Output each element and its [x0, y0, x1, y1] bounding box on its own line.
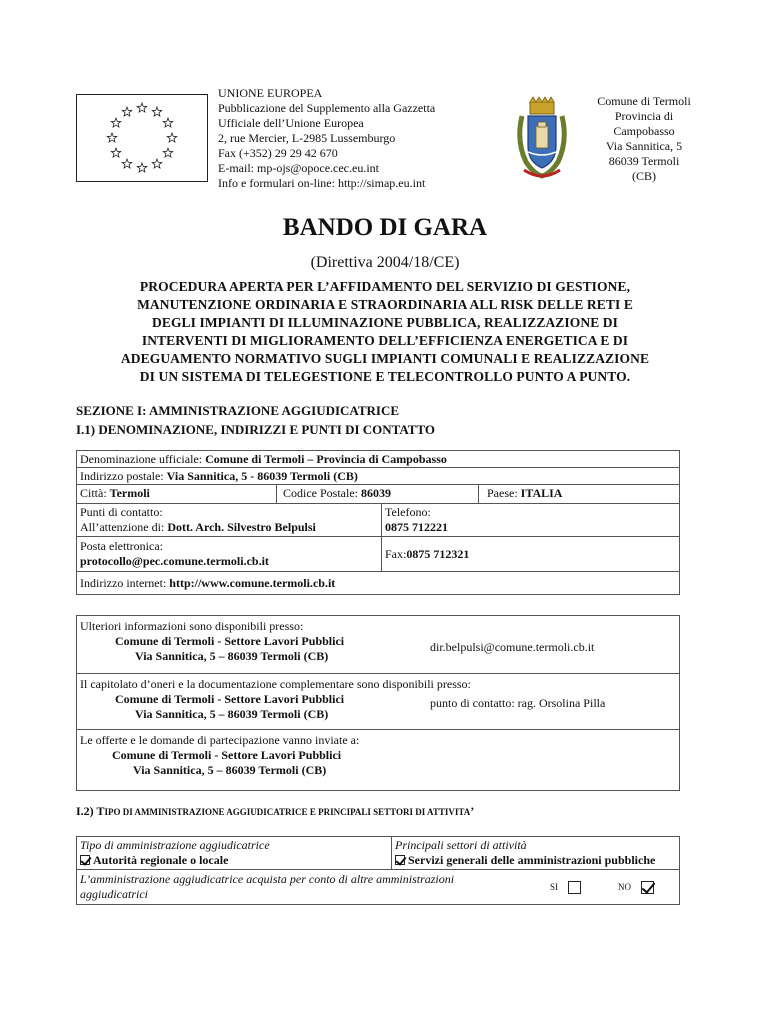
docs-location-cell [77, 674, 471, 729]
info-table [76, 615, 680, 791]
eu-line: E-mail: mp-ojs@opoce.cec.eu.int [218, 161, 379, 175]
contact-point-cell [77, 504, 381, 536]
section-2-title-a: IPO DI AMMINISTRAZIONE AGGIUDICATRICE [104, 807, 308, 817]
country-label: Paese: [487, 486, 521, 500]
eu-star-icon [122, 107, 132, 116]
activity-sector-value: Servizi generali delle amministrazioni pubbliche [408, 853, 656, 867]
yes-checkbox[interactable] [568, 881, 581, 894]
website-link[interactable]: http://www.comune.termoli.cb.it [169, 575, 336, 590]
eu-publication-block [218, 86, 435, 191]
table-row [77, 674, 679, 730]
comune-line: Provincia di [614, 109, 674, 123]
attention-label: All’attenzione di: [80, 520, 168, 534]
authority-type-cell [77, 837, 391, 869]
email-label: Posta elettronica: [80, 539, 163, 553]
address-cell [77, 468, 361, 484]
address-value: Via Sannitica, 5 - 86039 Termoli (CB) [166, 469, 358, 483]
procedure-line: MANUTENZIONE ORDINARIA E STRAORDINARIA ALL RISK DELLE RETI E [137, 297, 633, 312]
denomination-value: Comune di Termoli – Provincia di Campobasso [205, 452, 447, 466]
authority-type-table [76, 836, 680, 905]
acquisition-question: L’amministrazione aggiudicatrice acquista per conto di altre amministrazioni [80, 872, 455, 886]
acquisition-question-cell [77, 870, 517, 904]
city-value: Termoli [109, 486, 150, 500]
website-label: Indirizzo internet: [80, 575, 170, 590]
eu-stars-icon [77, 95, 207, 181]
no-checkbox[interactable] [641, 881, 654, 894]
eu-star-icon [163, 148, 173, 157]
eu-line: UNIONE EUROPEA [218, 86, 323, 100]
docs-office-address: Via Sannitica, 5 – 86039 Termoli (CB) [135, 707, 329, 721]
document-title: BANDO DI GARA [282, 214, 488, 241]
docs-contact: punto di contatto: rag. Orsolina Pilla [430, 696, 606, 710]
comune-address-block [582, 94, 706, 184]
info-email-cell [427, 616, 679, 673]
eu-star-icon [152, 159, 162, 168]
eu-star-icon [163, 118, 173, 127]
eu-star-icon [122, 159, 132, 168]
yes-label: SI [550, 881, 559, 892]
docs-label: Il capitolato d’oneri e la documentazione complementare sono disponibili presso: [80, 677, 471, 691]
eu-star-icon [111, 118, 121, 127]
comune-line: 86039 Termoli [608, 154, 680, 168]
checkbox-icon[interactable] [80, 855, 90, 865]
eu-star-icon [167, 133, 177, 142]
address-label: Indirizzo postale: [80, 469, 167, 483]
eu-line: Ufficiale dell’Unione Europea [218, 116, 364, 130]
activity-sector-cell [391, 837, 679, 869]
denomination-cell [77, 451, 450, 467]
no-label: NO [618, 881, 632, 892]
eu-star-icon [137, 103, 147, 112]
eu-star-icon [152, 107, 162, 116]
eu-star-icon [107, 133, 117, 142]
table-row [77, 837, 679, 870]
section-2-apostrophe: ’ [470, 804, 475, 818]
table-row [77, 504, 679, 537]
info-office-name: Comune di Termoli - Settore Lavori Pubblici [115, 634, 345, 648]
activity-sector-label: Principali settori di attività [395, 838, 527, 852]
table-row [77, 485, 679, 504]
offers-label: Le offerte e le domande di partecipazione vanno inviate a: [80, 733, 360, 747]
city-label: Città: [80, 486, 110, 500]
info-office-address: Via Sannitica, 5 – 86039 Termoli (CB) [135, 649, 329, 663]
info-label: Ulteriori informazioni sono disponibili presso: [80, 619, 304, 633]
document-subtitle: (Direttiva 2004/18/CE) [310, 254, 460, 271]
table-row [77, 616, 679, 674]
procedure-line: DEGLI IMPIANTI DI ILLUMINAZIONE PUBBLICA, REALIZZAZIONE DI [151, 315, 618, 330]
comune-line: Comune di Termoli [597, 94, 691, 108]
procedure-line: DI UN SISTEMA DI TELEGESTIONE E TELECONTROLLO PUNTO A PUNTO. [139, 369, 631, 384]
email-cell [77, 537, 381, 571]
table-row [77, 572, 679, 594]
fax-label: Fax: [385, 546, 407, 561]
comune-line: (CB) [632, 169, 656, 183]
table-row [77, 451, 679, 468]
authority-type-label: Tipo di amministrazione aggiudicatrice [80, 838, 270, 852]
section-1-2-title [76, 804, 474, 819]
attention-value: Dott. Arch. Silvestro Belpulsi [167, 520, 316, 534]
table-row [77, 870, 679, 904]
comune-line: Via Sannitica, 5 [605, 139, 683, 153]
eu-flag [76, 94, 208, 182]
offers-office-name: Comune di Termoli - Settore Lavori Pubblici [112, 748, 342, 762]
procedure-line: INTERVENTI DI MIGLIORAMENTO DELL’EFFICIENZA ENERGETICA E DI [141, 333, 629, 348]
country-cell [478, 485, 679, 503]
city-cell [77, 485, 276, 503]
coat-of-arms-icon [512, 96, 572, 180]
denomination-label: Denominazione ufficiale: [80, 452, 206, 466]
eu-star-icon [137, 163, 147, 172]
info-email[interactable]: dir.belpulsi@comune.termoli.cb.it [430, 640, 595, 654]
docs-office-name: Comune di Termoli - Settore Lavori Pubblici [115, 692, 345, 706]
website-cell [77, 575, 338, 592]
phone-cell [381, 504, 679, 536]
authority-type-value: Autorità regionale o locale [93, 853, 229, 867]
phone-label: Telefono: [385, 505, 431, 519]
procedure-line: PROCEDURA APERTA PER L’AFFIDAMENTO DEL SERVIZIO DI GESTIONE, [139, 279, 631, 294]
section-2-title-b: E PRINCIPALI SETTORI DI ATTIVITA [307, 807, 471, 817]
eu-line: Info e formulari on-line: http://simap.eu.int [218, 176, 426, 190]
postal-code-label: Codice Postale: [283, 486, 361, 500]
table-row [77, 468, 679, 485]
table-row [77, 537, 679, 572]
fax-cell [381, 537, 679, 571]
section-2-number: I.2) T [76, 804, 105, 818]
contacts-table [76, 450, 680, 595]
procedure-line: ADEGUAMENTO NORMATIVO SUGLI IMPIANTI COMUNALI E REALIZZAZIONE [120, 351, 650, 366]
acquisition-question-cont: aggiudicatrici [80, 887, 148, 901]
eu-star-icon [111, 148, 121, 157]
eu-line: Pubblicazione del Supplemento alla Gazzetta [218, 101, 436, 115]
section-1-title: SEZIONE I: AMMINISTRAZIONE AGGIUDICATRICE [76, 403, 400, 418]
eu-line: Fax (+352) 29 29 42 670 [218, 146, 338, 160]
postal-code-value: 86039 [361, 486, 391, 500]
postal-code-cell [276, 485, 478, 503]
phone-value: 0875 712221 [385, 520, 448, 534]
email-value[interactable]: protocollo@pec.comune.termoli.cb.it [80, 554, 269, 568]
table-row [77, 730, 679, 790]
offers-location-cell [77, 730, 427, 790]
fax-value: 0875 712321 [406, 546, 470, 561]
docs-contact-cell [427, 674, 679, 729]
checkbox-icon[interactable] [395, 855, 405, 865]
eu-line: 2, rue Mercier, L-2985 Lussemburgo [218, 131, 396, 145]
contact-point-label: Punti di contatto: [80, 505, 163, 519]
comune-line: Campobasso [613, 124, 675, 138]
info-location-cell [77, 616, 427, 673]
offers-office-address: Via Sannitica, 5 – 86039 Termoli (CB) [133, 763, 327, 777]
section-1-subtitle: I.1) DENOMINAZIONE, INDIRIZZI E PUNTI DI CONTATTO [76, 422, 435, 437]
country-value: ITALIA [520, 486, 563, 500]
acquisition-answer-cell [517, 870, 679, 904]
procedure-description [70, 278, 700, 386]
